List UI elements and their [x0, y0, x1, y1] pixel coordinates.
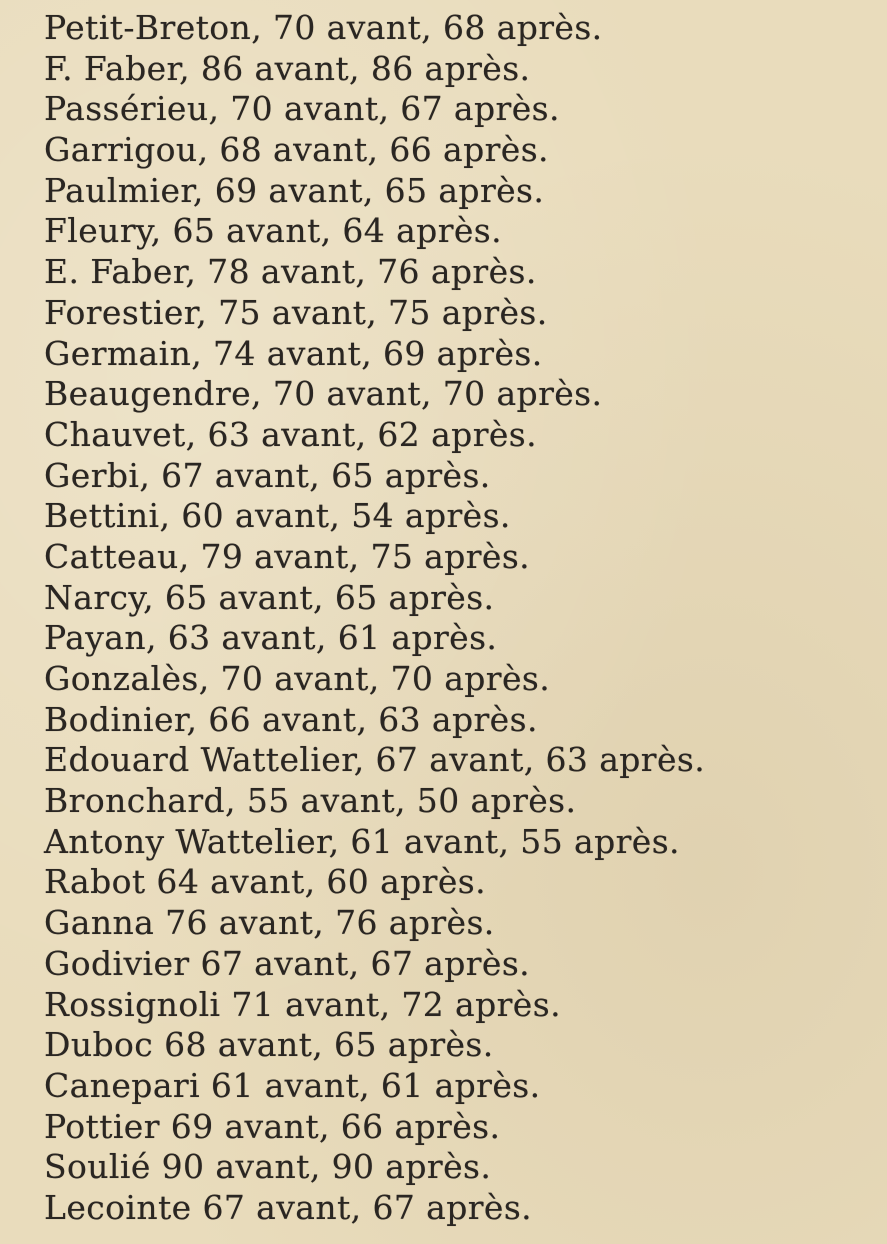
- list-item: Rossignoli 71 avant, 72 après.: [44, 984, 561, 1024]
- list-item: Payan, 63 avant, 61 après.: [44, 618, 498, 658]
- list-item: Duboc 68 avant, 65 après.: [44, 1025, 494, 1065]
- list-item: Godivier 67 avant, 67 après.: [44, 943, 531, 983]
- list-item: Passérieu, 70 avant, 67 après.: [44, 89, 560, 129]
- list-item: Petit-Breton, 70 avant, 68 après.: [44, 8, 603, 47]
- list-item: Bronchard, 55 avant, 50 après.: [44, 781, 577, 821]
- list-item: Ganna 76 avant, 76 après.: [44, 903, 495, 943]
- list-item: Canepari 61 avant, 61 après.: [44, 1065, 541, 1105]
- list-item: Fleury, 65 avant, 64 après.: [44, 211, 503, 251]
- list-item: Catteau, 79 avant, 75 après.: [44, 536, 531, 576]
- list-item: Bettini, 60 avant, 54 après.: [44, 496, 511, 536]
- list-item: Pottier 69 avant, 66 après.: [44, 1106, 501, 1146]
- list-item: Antony Wattelier, 61 avant, 55 après.: [44, 821, 680, 861]
- list-item: Garrigou, 68 avant, 66 après.: [44, 130, 549, 170]
- list-item: Rabot 64 avant, 60 après.: [44, 862, 486, 902]
- list-item: F. Faber, 86 avant, 86 après.: [44, 48, 531, 88]
- list-item: Chauvet, 63 avant, 62 après.: [44, 414, 538, 454]
- list-item: Soulié 90 avant, 90 après.: [44, 1147, 492, 1187]
- list-item: Gerbi, 67 avant, 65 après.: [44, 455, 491, 495]
- list-item: Lecointe 67 avant, 67 après.: [44, 1187, 533, 1227]
- list-item: Edouard Wattelier, 67 avant, 63 après.: [44, 740, 706, 780]
- list-item: Bodinier, 66 avant, 63 après.: [44, 699, 538, 739]
- list-item: Germain, 74 avant, 69 après.: [44, 333, 543, 373]
- list-item: E. Faber, 78 avant, 76 après.: [44, 252, 537, 292]
- list-item: Forestier, 75 avant, 75 après.: [44, 292, 548, 332]
- list-item: Paulmier, 69 avant, 65 après.: [44, 170, 545, 210]
- list-item: Beaugendre, 70 avant, 70 après.: [44, 374, 603, 414]
- list-item: Narcy, 65 avant, 65 après.: [44, 577, 495, 617]
- list-item: Gonzalès, 70 avant, 70 après.: [44, 659, 551, 698]
- weight-list: [44, 8, 705, 1229]
